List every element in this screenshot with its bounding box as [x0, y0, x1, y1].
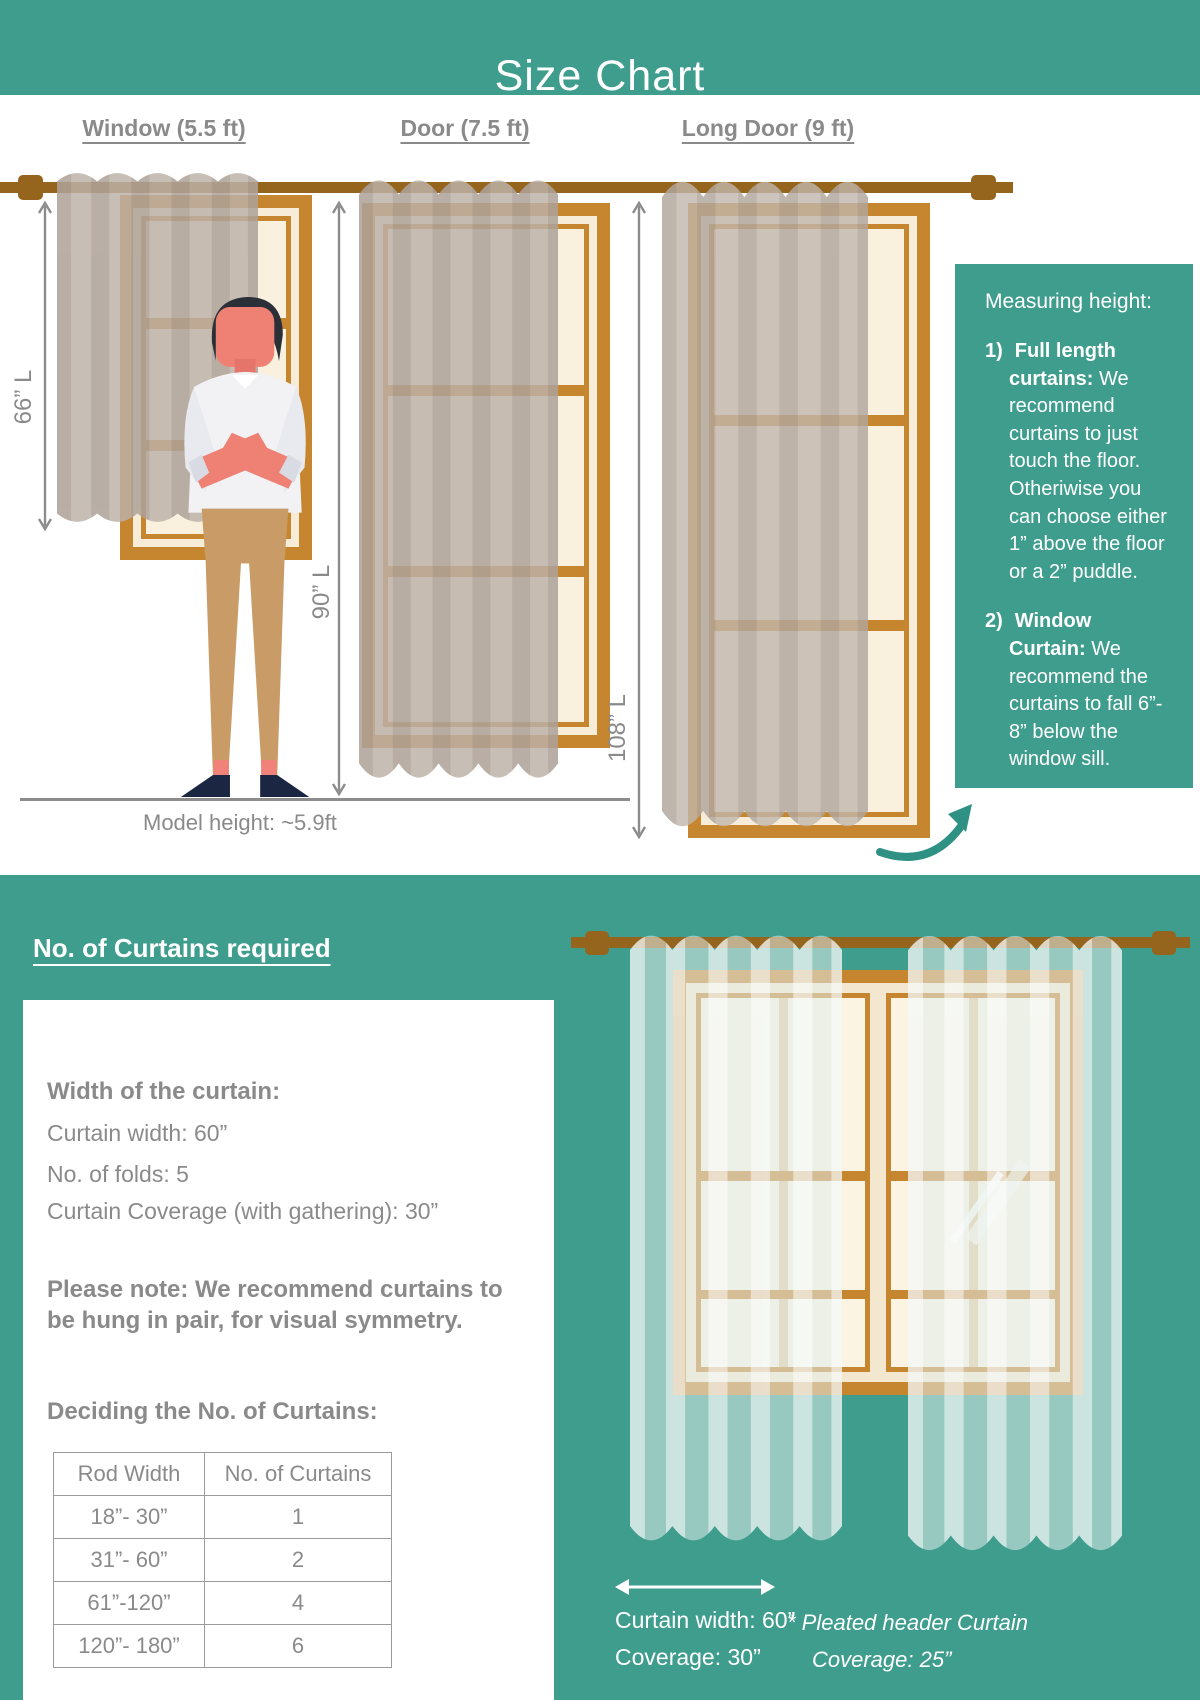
table-header-rod-width: Rod Width — [54, 1453, 205, 1496]
width-line-2: No. of folds: 5 — [47, 1161, 189, 1187]
length-label-90: 90” L — [308, 564, 335, 620]
height-arrow-108 — [631, 200, 647, 840]
width-line-1: Curtain width: 60” — [47, 1120, 228, 1146]
length-label-66: 66” L — [10, 369, 37, 425]
pleated-note-line-1: * Pleated header Curtain — [787, 1610, 1028, 1635]
width-arrow — [613, 1577, 777, 1597]
door-label: Door (7.5 ft) — [400, 115, 530, 141]
table-row: 18”- 30” 1 — [54, 1496, 392, 1539]
coverage-label: Coverage: 30” — [615, 1644, 761, 1670]
curtain-width-label: Curtain width: 60” — [615, 1607, 796, 1633]
info-box-title: Measuring height: — [985, 290, 1152, 313]
curved-arrow-icon — [872, 798, 992, 862]
width-line-3: Curtain Coverage (with gathering): 30” — [47, 1198, 439, 1224]
pleated-note-line-2: Coverage: 25” — [812, 1647, 952, 1672]
table-title: Deciding the No. of Curtains: — [47, 1398, 378, 1425]
length-label-108: 108” L — [604, 693, 631, 763]
info-box-item-1: 1) Full length curtains: We recommend curtains to just touch the floor. Otheriwise you can choose either 1” above the floor or a 2” puddle. — [985, 340, 1167, 583]
section-heading: No. of Curtains required — [33, 933, 331, 963]
table-row: 61”-120” 4 — [54, 1582, 392, 1625]
long-door-curtain — [662, 163, 868, 845]
height-arrow-66 — [37, 200, 53, 532]
rod-width-table — [53, 1452, 392, 1668]
floor-line — [20, 798, 630, 801]
measuring-height-info-box — [955, 264, 1193, 788]
table-row: 31”- 60” 2 — [54, 1539, 392, 1582]
page-title: Size Chart — [494, 51, 706, 100]
rod-end-cap-right — [1152, 931, 1176, 955]
table-header-row — [54, 1453, 392, 1496]
long-door-label: Long Door (9 ft) — [681, 115, 855, 141]
model-person-illustration — [162, 293, 330, 800]
rod-end-cap-left — [18, 175, 43, 200]
info-box-item-2: 2) Window Curtain: We recommend the curtains to fall 6”- 8” below the window sill. — [985, 610, 1163, 771]
rod-end-cap-right — [971, 175, 996, 200]
sheer-curtain-right — [908, 918, 1122, 1568]
rod-end-cap-left — [585, 931, 609, 955]
window-label: Window (5.5 ft) — [82, 115, 246, 141]
door-curtain — [359, 163, 558, 795]
table-header-no-of-curtains: No. of Curtains — [205, 1453, 392, 1496]
table-row: 120”- 180” 6 — [54, 1625, 392, 1668]
width-block-title: Width of the curtain: — [47, 1078, 281, 1105]
header-band — [0, 0, 1200, 100]
sheer-curtain-left — [630, 918, 842, 1558]
model-height-label: Model height: ~5.9ft — [143, 810, 337, 835]
height-arrow-90 — [331, 200, 347, 797]
pair-note: Please note: We recommend curtains to be hung in pair, for visual symmetry. — [47, 1276, 503, 1334]
